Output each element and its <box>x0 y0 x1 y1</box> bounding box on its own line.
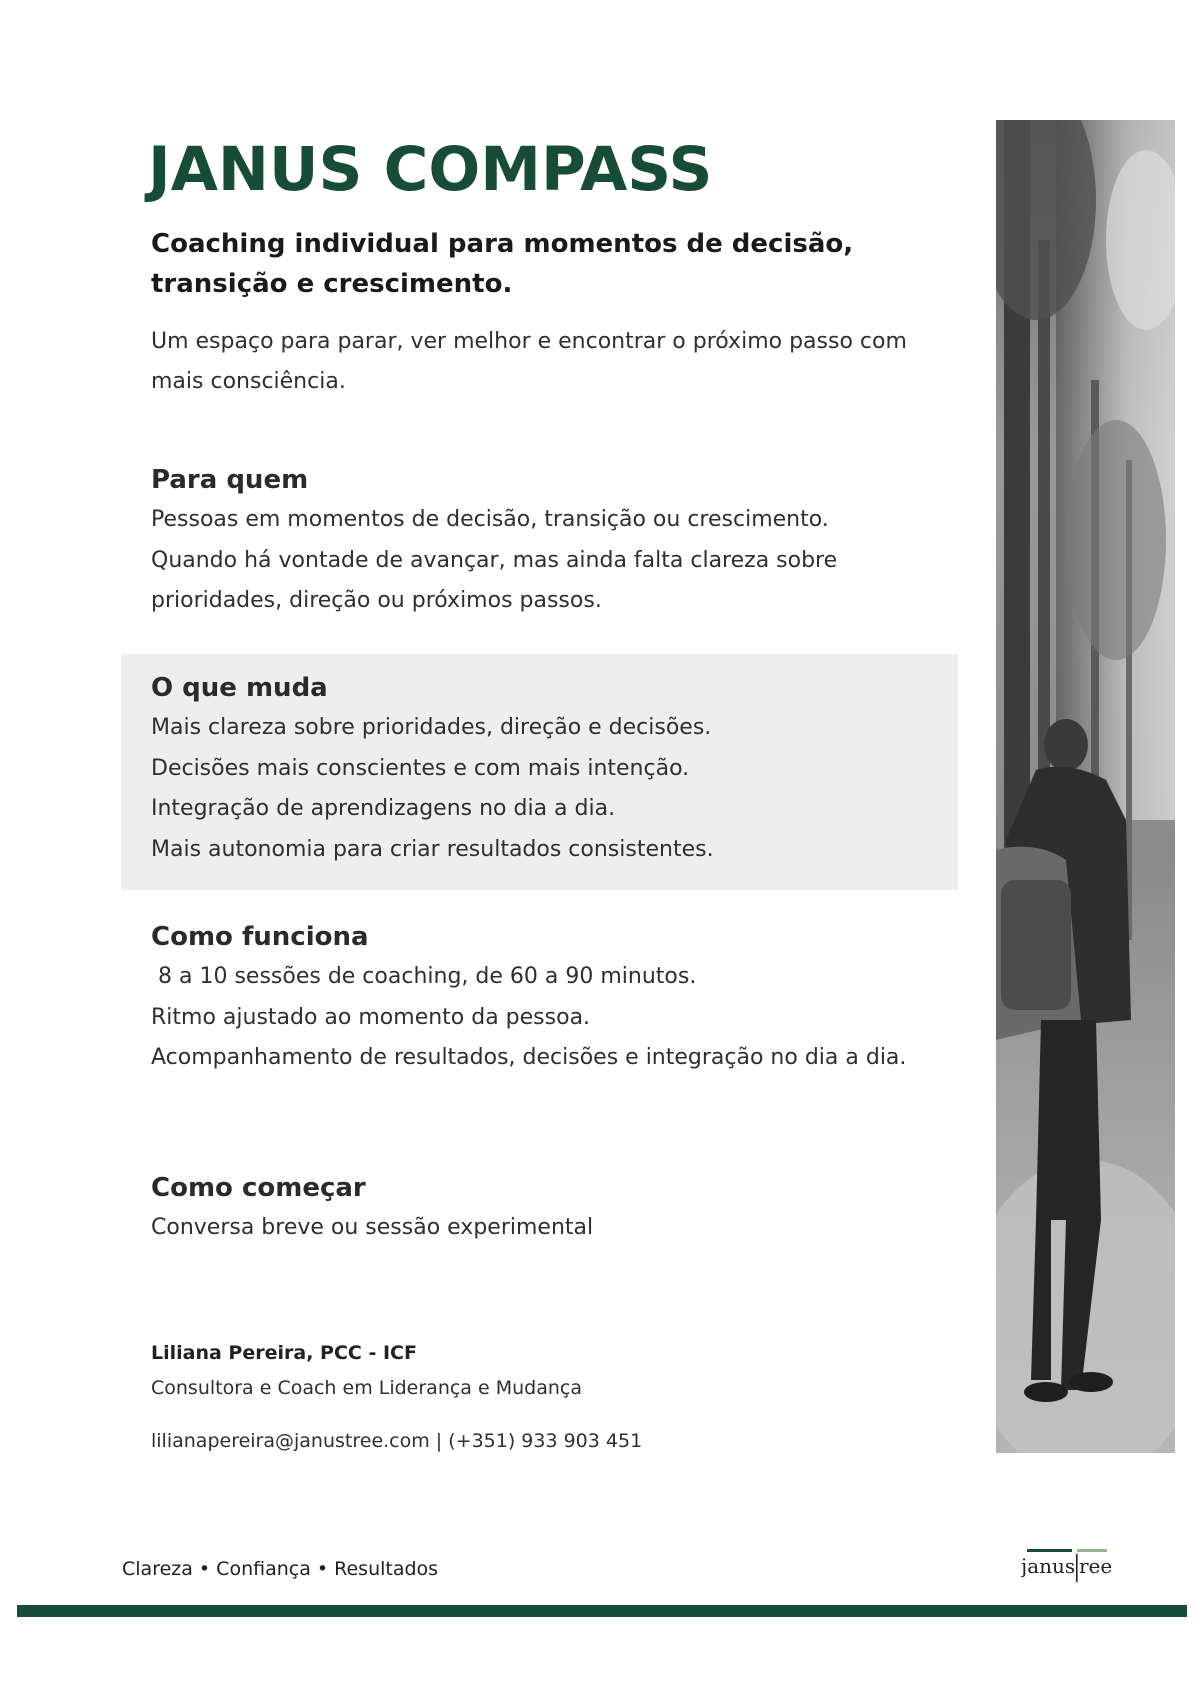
section-como-funciona <box>151 917 941 1079</box>
section-line: Acompanhamento de resultados, decisões e integração no dia a dia. <box>151 1045 907 1070</box>
section-line: prioridades, direção ou próximos passos. <box>151 588 602 613</box>
section-como-comecar <box>151 1168 951 1249</box>
section-heading: Como funciona <box>151 922 369 952</box>
signature-block <box>151 1339 642 1455</box>
janustree-logo <box>1021 1545 1113 1585</box>
section-line: Quando há vontade de avançar, mas ainda falta clareza sobre <box>151 547 838 573</box>
intro-text: Um espaço para parar, ver melhor e encontrar o próximo passo com mais consciência. <box>151 329 907 394</box>
section-o-que-muda <box>151 668 951 870</box>
author-role: Consultora e Coach em Liderança e Mudança <box>151 1377 582 1399</box>
section-heading: O que muda <box>151 673 328 703</box>
section-line: Mais autonomia para criar resultados consistentes. <box>151 836 714 862</box>
section-line: Decisões mais conscientes e com mais intenção. <box>151 755 690 781</box>
section-line: Conversa breve ou sessão experimental <box>151 1215 594 1240</box>
author-name: Liliana Pereira, PCC - ICF <box>151 1342 417 1364</box>
section-line: Ritmo ajustado ao momento da pessoa. <box>151 1004 591 1030</box>
logo-text-right: ree <box>1079 1554 1113 1578</box>
section-line: 8 a 10 sessões de coaching, de 60 a 90 minutos. <box>151 964 697 989</box>
section-heading: Como começar <box>151 1173 366 1203</box>
logo-text-left: janus <box>1021 1554 1076 1578</box>
section-heading: Para quem <box>151 465 309 495</box>
forest-hiker-photo <box>996 120 1175 1453</box>
section-line: Pessoas em momentos de decisão, transição ou crescimento. <box>151 507 829 532</box>
section-line: Integração de aprendizagens no dia a dia. <box>151 796 616 821</box>
page-title: JANUS COMPASS <box>148 134 713 205</box>
tagline: Coaching individual para momentos de decisão, transição e crescimento. <box>151 229 854 299</box>
footer-tagline: Clareza • Confiança • Resultados <box>122 1558 439 1580</box>
section-line: Mais clareza sobre prioridades, direção e decisões. <box>151 715 712 740</box>
contact-info[interactable]: lilianapereira@janustree.com | (+351) 933 903 451 <box>151 1430 643 1452</box>
footer-bar <box>17 1605 1187 1617</box>
section-para-quem <box>151 460 951 622</box>
